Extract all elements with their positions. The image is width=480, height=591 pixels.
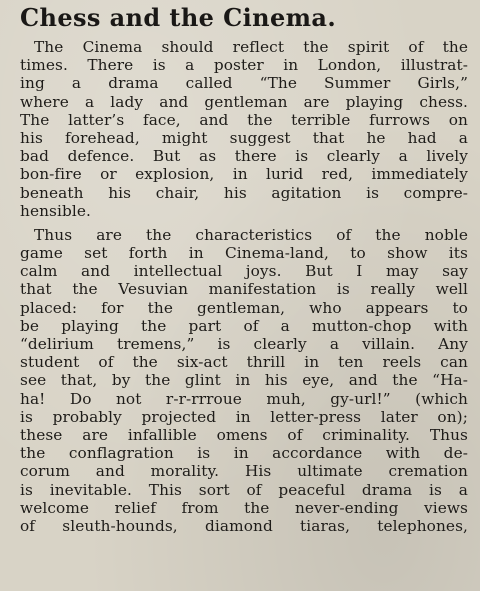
text-line: welcome relief from the never-ending views [20, 498, 468, 517]
text-line: that the Vesuvian manifestation is really well [20, 280, 468, 299]
paragraph-1 [20, 38, 468, 220]
text-line: The Cinema should reflect the spirit of the [34, 38, 468, 56]
text-line: calm and intellectual joys. But I may say [20, 262, 468, 281]
text-line: see that, by the glint in his eye, and the “Ha- [20, 371, 468, 390]
text-line: times. There is a poster in London, illustrat- [20, 56, 468, 75]
text-line: game set forth in Cinema-land, to show its [20, 244, 468, 263]
text-line: corum and morality. His ultimate cremation [20, 462, 468, 481]
text-line: student of the six-act thrill in ten reels can [20, 353, 468, 372]
text-line: placed: for the gentleman, who appears to [20, 298, 468, 317]
text-line: be playing the part of a mutton-chop with [20, 316, 468, 335]
text-line: is probably projected in letter-press later on); [20, 407, 468, 426]
text-line: hensible. [20, 201, 91, 220]
text-line: ha! Do not r-r-rrroue muh, gy-url!” (which [20, 389, 468, 408]
text-line: bad defence. But as there is clearly a lively [20, 147, 468, 166]
text-line: his forehead, might suggest that he had a [20, 128, 468, 147]
text-line: where a lady and gentleman are playing chess. [20, 92, 468, 111]
text-line: beneath his chair, his agitation is compre- [20, 183, 468, 202]
text-line: bon-fire or explosion, in lurid red, immediately [20, 165, 468, 184]
text-line: of sleuth-hounds, diamond tiaras, telephones, [20, 516, 468, 535]
text-line: these are infallible omens of criminality. Thus [20, 425, 468, 444]
text-line: is inevitable. This sort of peaceful drama is a [20, 480, 468, 499]
article-headline: Chess and the Cinema. [20, 3, 337, 32]
text-line: The latter’s face, and the terrible furrows on [20, 110, 468, 129]
paragraph-2 [20, 226, 468, 535]
text-line: ing a drama called “The Summer Girls,” [20, 74, 468, 93]
text-line: “delirium tremens,” is clearly a villain. Any [20, 335, 468, 353]
text-line: the conflagration is in accordance with de- [20, 444, 468, 463]
text-line: Thus are the characteristics of the noble [34, 225, 468, 244]
article-body [20, 38, 468, 541]
